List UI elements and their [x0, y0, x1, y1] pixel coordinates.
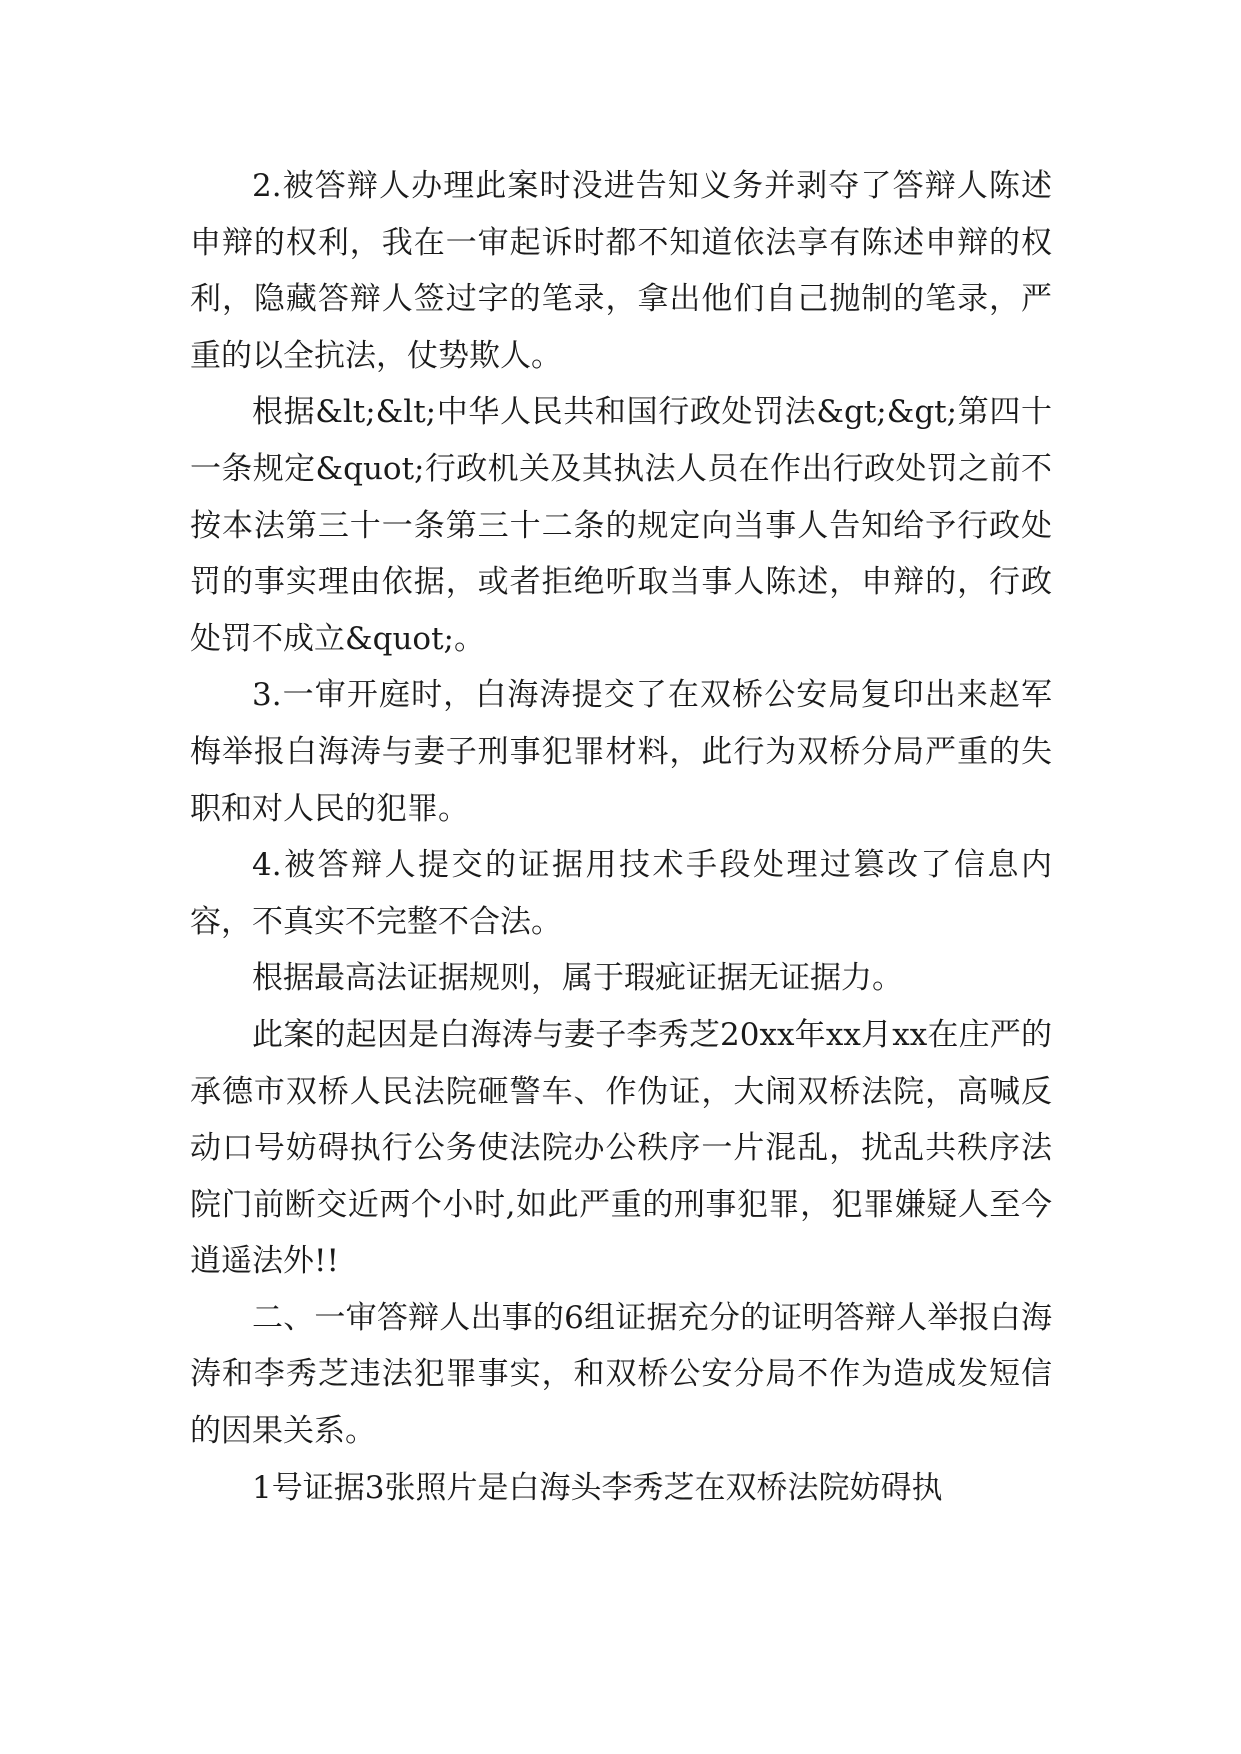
document-page [190, 158, 1052, 1516]
paragraph-evidence-1: 1号证据3张照片是白海头李秀芝在双桥法院妨碍执 [252, 1469, 943, 1506]
paragraph-case-origin: 此案的起因是白海涛与妻子李秀芝20xx年xx月xx在庄严的承德市双桥人民法院砸警车、作伪证，大闹双桥法院，高喊反动口号妨碍执行公务使法院办公秩序一片混乱，扰乱共秩序法院门前断交近两个小时,如此严重的刑事犯罪，犯罪嫌疑人至今逍遥法外!! [190, 1016, 1052, 1280]
paragraph-point-4: 4.被答辩人提交的证据用技术手段处理过篡改了信息内容，不真实不完整不合法。 [190, 847, 1052, 940]
paragraph-point-2: 2.被答辩人办理此案时没进告知义务并剥夺了答辩人陈述申辩的权利，我在一审起诉时都不知道依法享有陈述申辩的权利，隐藏答辩人签过字的笔录，拿出他们自己抛制的笔录，严重的以全抗法，仗势欺人。 [190, 168, 1052, 374]
paragraph-evidence-rule: 根据最高法证据规则，属于瑕疵证据无证据力。 [252, 960, 903, 997]
paragraph-legal-basis: 根据&lt;&lt;中华人民共和国行政处罚法&gt;&gt;第四十一条规定&quot;行政机关及其执法人员在作出行政处罚之前不按本法第三十一条第三十二条的规定向当事人告知给予行政处罚的事实理由依据，或者拒绝听取当事人陈述，申辩的，行政处罚不成立&quot;。 [190, 394, 1052, 657]
paragraph-point-3: 3.一审开庭时，白海涛提交了在双桥公安局复印出来赵军梅举报白海涛与妻子刑事犯罪材料，此行为双桥分局严重的失职和对人民的犯罪。 [190, 677, 1052, 827]
paragraph-section-two: 二、一审答辩人出事的6组证据充分的证明答辩人举报白海涛和李秀芝违法犯罪事实，和双桥公安分局不作为造成发短信的因果关系。 [190, 1299, 1052, 1450]
